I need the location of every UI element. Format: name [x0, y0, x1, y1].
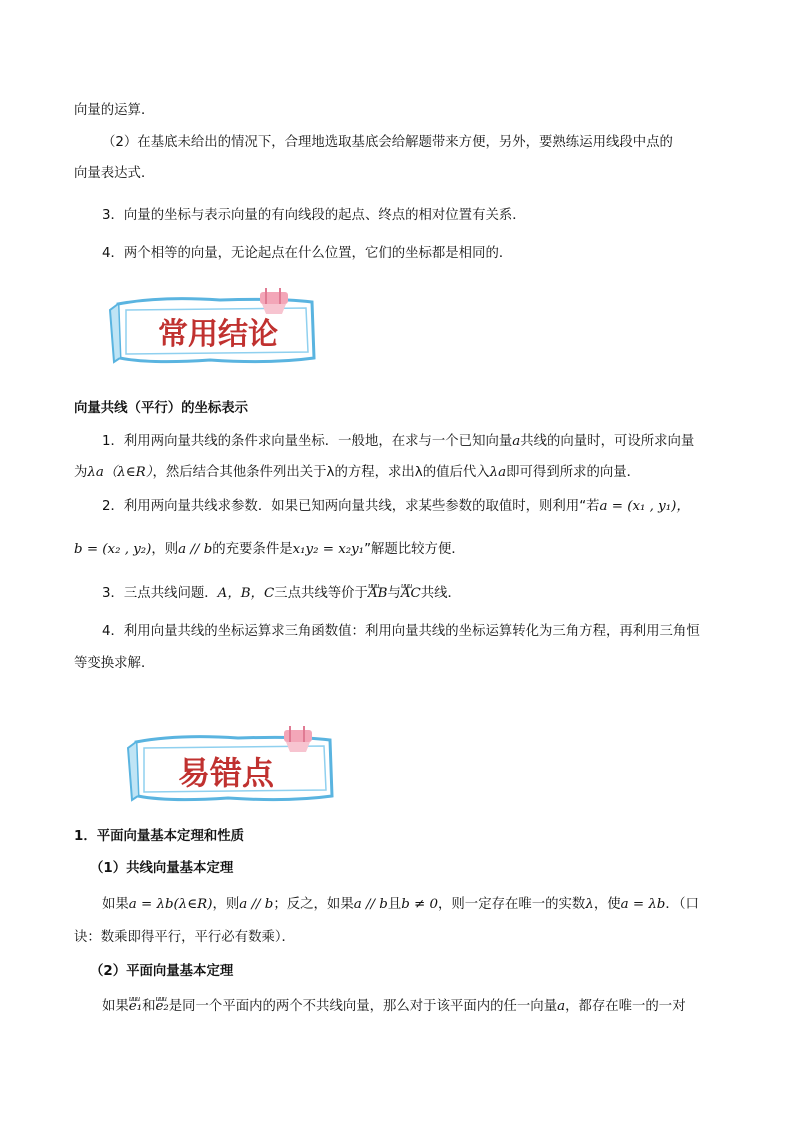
text-line: （2）在基底未给出的情况下，合理地选取基底会给解题带来方便，另外，要熟练运用线段中点的	[102, 135, 673, 150]
subsection-heading: （1）共线向量基本定理	[90, 861, 234, 876]
text-line: 为λa（λ∈R），然后结合其他条件列出关于λ的方程，求出λ的值后代入λa即可得到所求的向量．	[74, 465, 641, 480]
subsection-heading: （2）平面向量基本定理	[90, 964, 234, 979]
text-line: 等变换求解．	[74, 656, 155, 671]
section-heading: 向量共线（平行）的坐标表示	[74, 401, 249, 416]
text-line: 4．两个相等的向量，无论起点在什么位置，它们的坐标都是相同的．	[102, 246, 513, 261]
text-line: 如果a = λb(λ∈R)，则a // b；反之，如果a // b且b ≠ 0，则一定存在唯一的实数λ，使a = λb．（口	[102, 897, 699, 912]
text-line: 向量表达式．	[74, 166, 155, 181]
banner-title: 易错点	[177, 754, 275, 792]
text-line: b = (x₂ , y₂)，则a // b的充要条件是x₁y₂ = x₂y₁”解题比较方便．	[74, 542, 465, 557]
text-line: 向量的运算．	[74, 103, 155, 118]
text-line: 如果uuu e₁和uuu e₂是同一个平面内的两个不共线向量，那么对于该平面内的任一向量a，都存在唯一的一对	[102, 997, 686, 1017]
section-banner-yicuodian	[118, 726, 348, 812]
section-banner-changyong	[100, 288, 330, 374]
text-line: 2．利用两向量共线求参数．如果已知两向量共线，求某些参数的取值时，则利用“若a = (x₁ , y₁)，	[102, 499, 690, 514]
text-line: 1．利用两向量共线的条件求向量坐标．一般地，在求与一个已知向量a共线的向量时，可设所求向量	[102, 434, 695, 449]
banner-title: 常用结论	[158, 317, 278, 352]
text-line: 4．利用向量共线的坐标运算求三角函数值：利用向量共线的坐标运算转化为三角方程，再利用三角恒	[102, 624, 700, 639]
text-line: 3．三点共线问题．A，B，C三点共线等价于uuu AB与uuu AC共线．	[102, 584, 461, 604]
text-line: 3．向量的坐标与表示向量的有向线段的起点、终点的相对位置有关系．	[102, 208, 526, 223]
text-line: 诀：数乘即得平行，平行必有数乘）．	[74, 930, 295, 945]
section-heading: 1．平面向量基本定理和性质	[74, 829, 245, 844]
